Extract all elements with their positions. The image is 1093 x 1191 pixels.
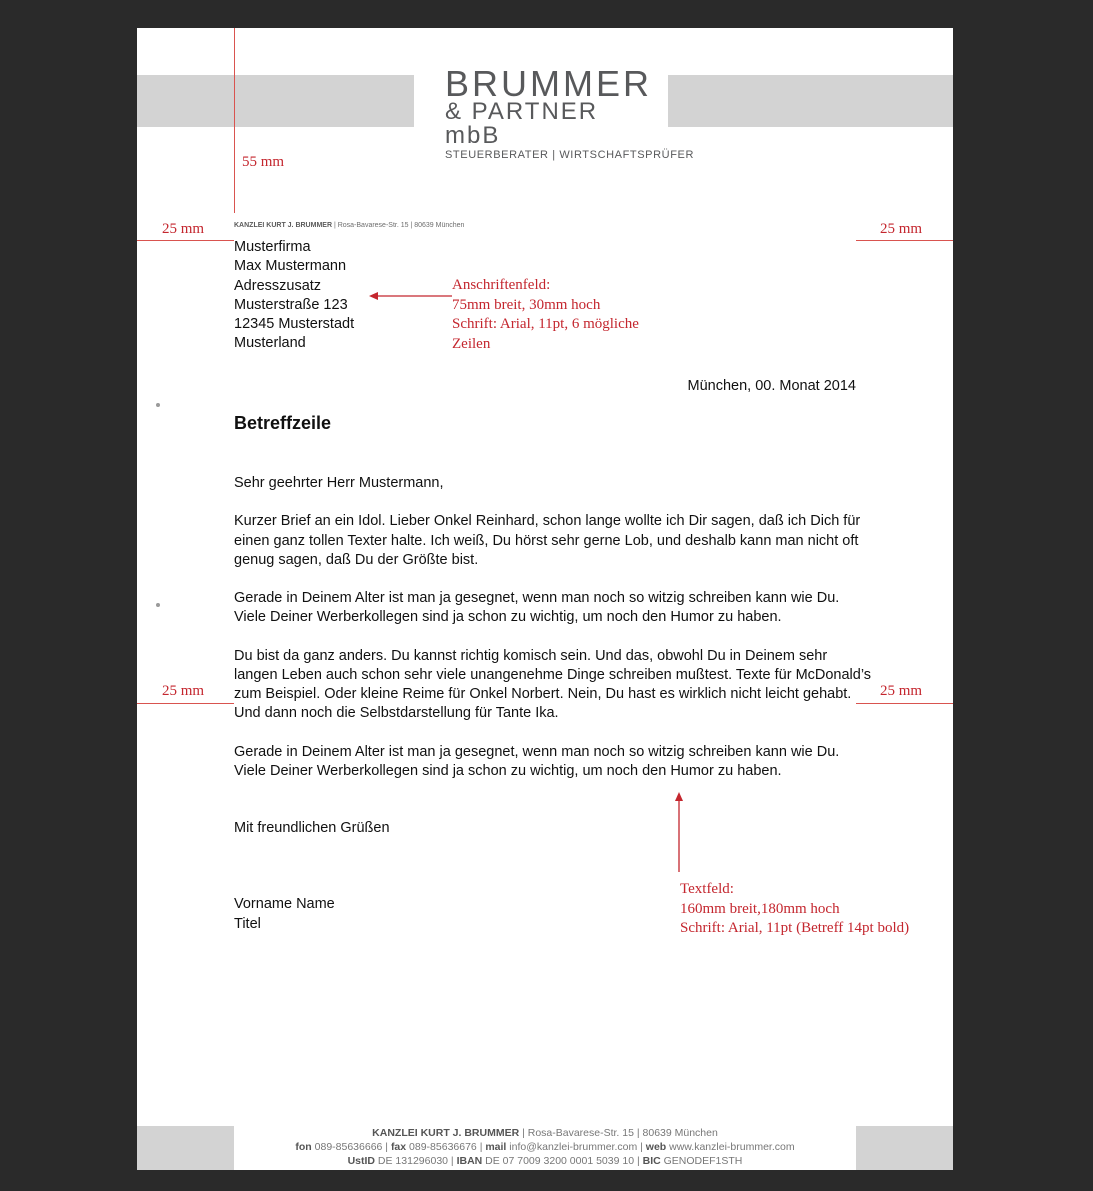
footer-address: | Rosa-Bavarese-Str. 15 | 80639 München (519, 1127, 718, 1139)
guide-left-top (137, 240, 234, 241)
measure-top: 55 mm (242, 154, 285, 170)
address-block (234, 238, 354, 354)
header-bar-right (668, 75, 953, 127)
guide-left-mid (137, 703, 234, 704)
fold-mark-2 (156, 603, 160, 607)
sender-name: KANZLEI KURT J. BRUMMER (234, 222, 332, 229)
address-arrow-icon (367, 289, 452, 303)
footer-ustid-label: UstID (347, 1155, 376, 1167)
measure-left-mid: 25 mm (162, 683, 205, 699)
letter-date: München, 00. Monat 2014 (687, 378, 856, 394)
address-line: Musterstraße 123 (234, 296, 348, 313)
paragraph: Gerade in Deinem Alter ist man ja gesegnet, wenn man noch so witzig schreiben kann wie Du. Viele Deiner Werberkollegen sind ja schon zu wichtig, um noch den Humor zu haben. (234, 743, 840, 779)
paragraph: Du bist da ganz anders. Du kannst richtig komisch sein. Und das, obwohl Du in Deinem sehr langen Leben auch schon sehr viele unangenehme Dinge schreiben mußtest. Texte für McDonald’s zum Beispiel. Oder kleine Reime für Onkel Norbert. Nein, Du hast es wirklich nicht leicht gehabt. Und dann noch die Selbstdarstellung für Tante Ika. (234, 647, 872, 722)
footer-web-label: web (645, 1141, 667, 1153)
annotation-line: Textfeld: (680, 881, 734, 897)
subject-line: Betreffzeile (234, 413, 332, 433)
header-bar-left (137, 75, 414, 127)
footer-bic-label: BIC (642, 1155, 661, 1167)
measure-left-top: 25 mm (162, 221, 205, 237)
guide-vertical-top (234, 28, 235, 213)
sender-line (234, 222, 464, 229)
address-line: 12345 Musterstadt (234, 316, 355, 333)
measure-right-mid: 25 mm (880, 683, 923, 699)
signature-title: Titel (234, 915, 261, 932)
paragraph: Kurzer Brief an ein Idol. Lieber Onkel Reinhard, schon lange wollte ich Dir sagen, daß ich Dich für einen ganz tollen Texter halte. Ich weiß, Du hörst sehr gerne Lob, und deshalb kann man nicht oft genug sagen, daß Du der Größte bist. (234, 513, 861, 568)
footer-iban-label: IBAN (456, 1155, 483, 1167)
address-line: Musterland (234, 335, 306, 352)
guide-right-top (856, 240, 953, 241)
logo-line-1: BRUMMER (445, 63, 652, 104)
footer-company: KANZLEI KURT J. BRUMMER (372, 1127, 520, 1139)
text-arrow-icon (672, 790, 686, 872)
measure-right-top: 25 mm (880, 221, 923, 237)
annotation-line: Schrift: Arial, 11pt, 6 mögliche (452, 316, 639, 332)
footer (137, 1126, 953, 1168)
footer-fax-label: fax (390, 1141, 407, 1153)
annotation-line: Zeilen (452, 335, 491, 352)
footer-line-3 (137, 1154, 953, 1168)
footer-mail: info@kanzlei-brummer.com | (506, 1141, 646, 1153)
address-line: Adresszusatz (234, 277, 322, 294)
address-line: Max Mustermann (234, 258, 347, 275)
footer-fon: 089-85636666 | (311, 1141, 391, 1153)
address-line: Musterfirma (234, 239, 311, 255)
footer-fax: 089-85636676 | (406, 1141, 486, 1153)
footer-line-1 (137, 1126, 953, 1140)
footer-bic: GENODEF1STH (660, 1155, 743, 1167)
footer-iban: DE 07 7009 3200 0001 5039 10 | (482, 1155, 643, 1167)
text-annotation (680, 880, 950, 939)
footer-web: www.kanzlei-brummer.com (666, 1141, 795, 1153)
fold-mark-1 (156, 403, 160, 407)
address-annotation (452, 276, 682, 354)
logo-line-2: & PARTNER mbB (445, 98, 599, 149)
footer-line-2 (137, 1140, 953, 1154)
signature-name: Vorname Name (234, 896, 335, 913)
annotation-line: 160mm breit,180mm hoch (680, 900, 840, 917)
footer-ustid: DE 131296030 | (375, 1155, 457, 1167)
letter-body (234, 474, 874, 934)
sender-address: | Rosa-Bavarese-Str. 15 | 80639 München (332, 222, 465, 229)
annotation-line: Anschriftenfeld: (452, 277, 551, 293)
footer-fon-label: fon (295, 1141, 312, 1153)
annotation-line: Schrift: Arial, 11pt (Betreff 14pt bold) (680, 920, 910, 936)
salutation: Sehr geehrter Herr Mustermann, (234, 475, 444, 491)
paragraph: Gerade in Deinem Alter ist man ja gesegnet, wenn man noch so witzig schreiben kann wie Du. Viele Deiner Werberkollegen sind ja schon zu wichtig, um noch den Humor zu haben. (234, 590, 840, 626)
closing: Mit freundlichen Grüßen (234, 820, 390, 837)
footer-mail-label: mail (485, 1141, 507, 1153)
letter-page (137, 28, 953, 1170)
annotation-line: 75mm breit, 30mm hoch (452, 296, 601, 313)
logo-line-3: STEUERBERATER | WIRTSCHAFTSPRÜFER (445, 149, 694, 161)
company-logo (445, 63, 694, 161)
